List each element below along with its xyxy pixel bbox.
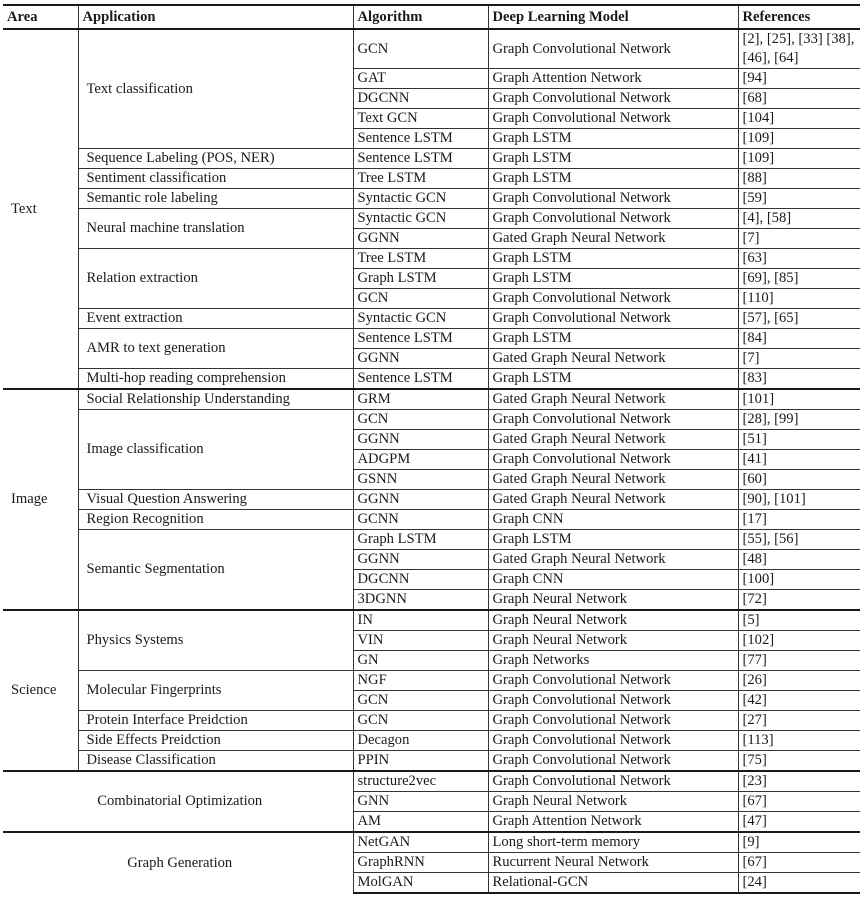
model-cell: Graph LSTM (488, 249, 738, 269)
model-cell: Graph Attention Network (488, 812, 738, 833)
application-cell: Semantic Segmentation (78, 530, 353, 611)
model-cell: Gated Graph Neural Network (488, 229, 738, 249)
references-cell: [101] (738, 389, 860, 410)
references-cell: [59] (738, 189, 860, 209)
application-cell: Social Relationship Understanding (78, 389, 353, 410)
header-application: Application (78, 5, 353, 29)
references-cell: [110] (738, 289, 860, 309)
model-cell: Graph Convolutional Network (488, 671, 738, 691)
model-cell: Graph Convolutional Network (488, 751, 738, 772)
header-algorithm: Algorithm (353, 5, 488, 29)
references-cell: [28], [99] (738, 410, 860, 430)
algorithm-cell: Sentence LSTM (353, 329, 488, 349)
algorithm-cell: GGNN (353, 490, 488, 510)
model-cell: Graph Neural Network (488, 610, 738, 631)
algorithm-cell: AM (353, 812, 488, 833)
references-cell: [102] (738, 631, 860, 651)
references-cell: [60] (738, 470, 860, 490)
algorithm-cell: Syntactic GCN (353, 189, 488, 209)
area-application-cell: Graph Generation (3, 832, 353, 893)
references-cell: [104] (738, 109, 860, 129)
table-row (3, 249, 860, 269)
application-cell: Image classification (78, 410, 353, 490)
algorithm-cell: PPIN (353, 751, 488, 772)
application-cell: Neural machine translation (78, 209, 353, 249)
model-cell: Long short-term memory (488, 832, 738, 853)
model-cell: Gated Graph Neural Network (488, 550, 738, 570)
references-cell: [109] (738, 129, 860, 149)
references-cell: [48] (738, 550, 860, 570)
algorithm-cell: GGNN (353, 229, 488, 249)
table-row (3, 832, 860, 853)
model-cell: Gated Graph Neural Network (488, 470, 738, 490)
model-cell: Relational-GCN (488, 873, 738, 894)
algorithm-cell: Tree LSTM (353, 249, 488, 269)
algorithm-cell: GAT (353, 69, 488, 89)
table-row (3, 610, 860, 631)
model-cell: Graph LSTM (488, 530, 738, 550)
algorithm-cell: Graph LSTM (353, 530, 488, 550)
algorithm-cell: GGNN (353, 550, 488, 570)
references-cell: [9] (738, 832, 860, 853)
model-cell: Graph Networks (488, 651, 738, 671)
references-cell: [2], [25], [33] [38], [46], [64] (738, 29, 860, 69)
references-cell: [100] (738, 570, 860, 590)
table-row (3, 410, 860, 430)
references-cell: [109] (738, 149, 860, 169)
algorithm-cell: Sentence LSTM (353, 149, 488, 169)
model-cell: Graph LSTM (488, 169, 738, 189)
references-cell: [26] (738, 671, 860, 691)
algorithm-cell: VIN (353, 631, 488, 651)
model-cell: Graph Convolutional Network (488, 410, 738, 430)
algorithm-cell: GCN (353, 711, 488, 731)
model-cell: Graph Convolutional Network (488, 691, 738, 711)
application-cell: Molecular Fingerprints (78, 671, 353, 711)
application-cell: AMR to text generation (78, 329, 353, 369)
algorithm-cell: GNN (353, 792, 488, 812)
table-row (3, 751, 860, 772)
model-cell: Graph Neural Network (488, 792, 738, 812)
table-row (3, 189, 860, 209)
references-cell: [4], [58] (738, 209, 860, 229)
application-cell: Sentiment classification (78, 169, 353, 189)
algorithm-cell: Text GCN (353, 109, 488, 129)
references-cell: [84] (738, 329, 860, 349)
header-references: References (738, 5, 860, 29)
table-row (3, 671, 860, 691)
model-cell: Graph Convolutional Network (488, 309, 738, 329)
algorithm-cell: GRM (353, 389, 488, 410)
model-cell: Gated Graph Neural Network (488, 389, 738, 410)
model-cell: Graph Convolutional Network (488, 289, 738, 309)
application-cell: Visual Question Answering (78, 490, 353, 510)
model-cell: Gated Graph Neural Network (488, 349, 738, 369)
references-cell: [7] (738, 349, 860, 369)
model-cell: Rucurrent Neural Network (488, 853, 738, 873)
references-cell: [67] (738, 792, 860, 812)
algorithm-cell: GGNN (353, 349, 488, 369)
references-cell: [83] (738, 369, 860, 390)
references-cell: [7] (738, 229, 860, 249)
table-row (3, 389, 860, 410)
algorithm-cell: IN (353, 610, 488, 631)
algorithm-cell: ADGPM (353, 450, 488, 470)
model-cell: Graph LSTM (488, 369, 738, 390)
algorithm-cell: Syntactic GCN (353, 209, 488, 229)
algorithm-cell: DGCNN (353, 89, 488, 109)
table-row (3, 771, 860, 792)
references-cell: [42] (738, 691, 860, 711)
model-cell: Graph LSTM (488, 329, 738, 349)
references-cell: [5] (738, 610, 860, 631)
references-cell: [24] (738, 873, 860, 894)
algorithm-cell: GCNN (353, 510, 488, 530)
algorithm-cell: MolGAN (353, 873, 488, 894)
application-cell: Physics Systems (78, 610, 353, 671)
application-cell: Event extraction (78, 309, 353, 329)
table-row (3, 309, 860, 329)
application-cell: Text classification (78, 29, 353, 149)
model-cell: Graph Convolutional Network (488, 29, 738, 69)
table-row (3, 149, 860, 169)
references-cell: [51] (738, 430, 860, 450)
header-row (3, 5, 860, 29)
model-cell: Graph Convolutional Network (488, 109, 738, 129)
references-cell: [113] (738, 731, 860, 751)
model-cell: Gated Graph Neural Network (488, 430, 738, 450)
application-cell: Semantic role labeling (78, 189, 353, 209)
model-cell: Graph Convolutional Network (488, 731, 738, 751)
application-cell: Protein Interface Preidction (78, 711, 353, 731)
table-row (3, 369, 860, 390)
model-cell: Graph Convolutional Network (488, 189, 738, 209)
header-area: Area (3, 5, 78, 29)
algorithm-cell: GCN (353, 691, 488, 711)
algorithm-cell: Sentence LSTM (353, 369, 488, 390)
references-cell: [94] (738, 69, 860, 89)
algorithm-cell: GCN (353, 289, 488, 309)
model-cell: Graph LSTM (488, 269, 738, 289)
references-cell: [72] (738, 590, 860, 611)
algorithm-cell: GCN (353, 410, 488, 430)
algorithm-cell: NetGAN (353, 832, 488, 853)
references-cell: [41] (738, 450, 860, 470)
references-cell: [23] (738, 771, 860, 792)
algorithm-cell: structure2vec (353, 771, 488, 792)
algorithm-cell: GraphRNN (353, 853, 488, 873)
algorithm-cell: Syntactic GCN (353, 309, 488, 329)
model-cell: Gated Graph Neural Network (488, 490, 738, 510)
references-cell: [17] (738, 510, 860, 530)
references-cell: [69], [85] (738, 269, 860, 289)
table-row (3, 510, 860, 530)
application-cell: Multi-hop reading comprehension (78, 369, 353, 390)
area-cell: Image (3, 389, 78, 610)
references-cell: [57], [65] (738, 309, 860, 329)
references-cell: [55], [56] (738, 530, 860, 550)
model-cell: Graph CNN (488, 510, 738, 530)
algorithm-cell: GGNN (353, 430, 488, 450)
model-cell: Graph Convolutional Network (488, 771, 738, 792)
algorithm-cell: Graph LSTM (353, 269, 488, 289)
table-row (3, 169, 860, 189)
model-cell: Graph LSTM (488, 149, 738, 169)
algorithm-cell: GN (353, 651, 488, 671)
table-row (3, 530, 860, 550)
references-cell: [27] (738, 711, 860, 731)
model-cell: Graph LSTM (488, 129, 738, 149)
table-row (3, 209, 860, 229)
application-cell: Sequence Labeling (POS, NER) (78, 149, 353, 169)
algorithm-cell: Tree LSTM (353, 169, 488, 189)
model-cell: Graph CNN (488, 570, 738, 590)
application-cell: Side Effects Preidction (78, 731, 353, 751)
table-row (3, 711, 860, 731)
table-row (3, 329, 860, 349)
model-cell: Graph Convolutional Network (488, 89, 738, 109)
application-cell: Disease Classification (78, 751, 353, 772)
model-cell: Graph Attention Network (488, 69, 738, 89)
references-cell: [68] (738, 89, 860, 109)
references-cell: [47] (738, 812, 860, 833)
table-row (3, 490, 860, 510)
algorithm-cell: GSNN (353, 470, 488, 490)
area-application-cell: Combinatorial Optimization (3, 771, 353, 832)
algorithm-cell: DGCNN (353, 570, 488, 590)
references-cell: [75] (738, 751, 860, 772)
model-cell: Graph Convolutional Network (488, 209, 738, 229)
model-cell: Graph Neural Network (488, 590, 738, 611)
references-cell: [63] (738, 249, 860, 269)
area-cell: Science (3, 610, 78, 771)
table-row (3, 731, 860, 751)
model-cell: Graph Convolutional Network (488, 450, 738, 470)
references-cell: [77] (738, 651, 860, 671)
algorithm-cell: 3DGNN (353, 590, 488, 611)
algorithm-cell: NGF (353, 671, 488, 691)
table-body (3, 29, 860, 893)
model-cell: Graph Neural Network (488, 631, 738, 651)
references-cell: [67] (738, 853, 860, 873)
applications-table (3, 4, 860, 894)
algorithm-cell: Decagon (353, 731, 488, 751)
algorithm-cell: Sentence LSTM (353, 129, 488, 149)
algorithm-cell: GCN (353, 29, 488, 69)
model-cell: Graph Convolutional Network (488, 711, 738, 731)
application-cell: Region Recognition (78, 510, 353, 530)
header-model: Deep Learning Model (488, 5, 738, 29)
area-cell: Text (11, 200, 37, 217)
application-cell: Relation extraction (78, 249, 353, 309)
references-cell: [90], [101] (738, 490, 860, 510)
table-row (3, 29, 860, 69)
references-cell: [88] (738, 169, 860, 189)
